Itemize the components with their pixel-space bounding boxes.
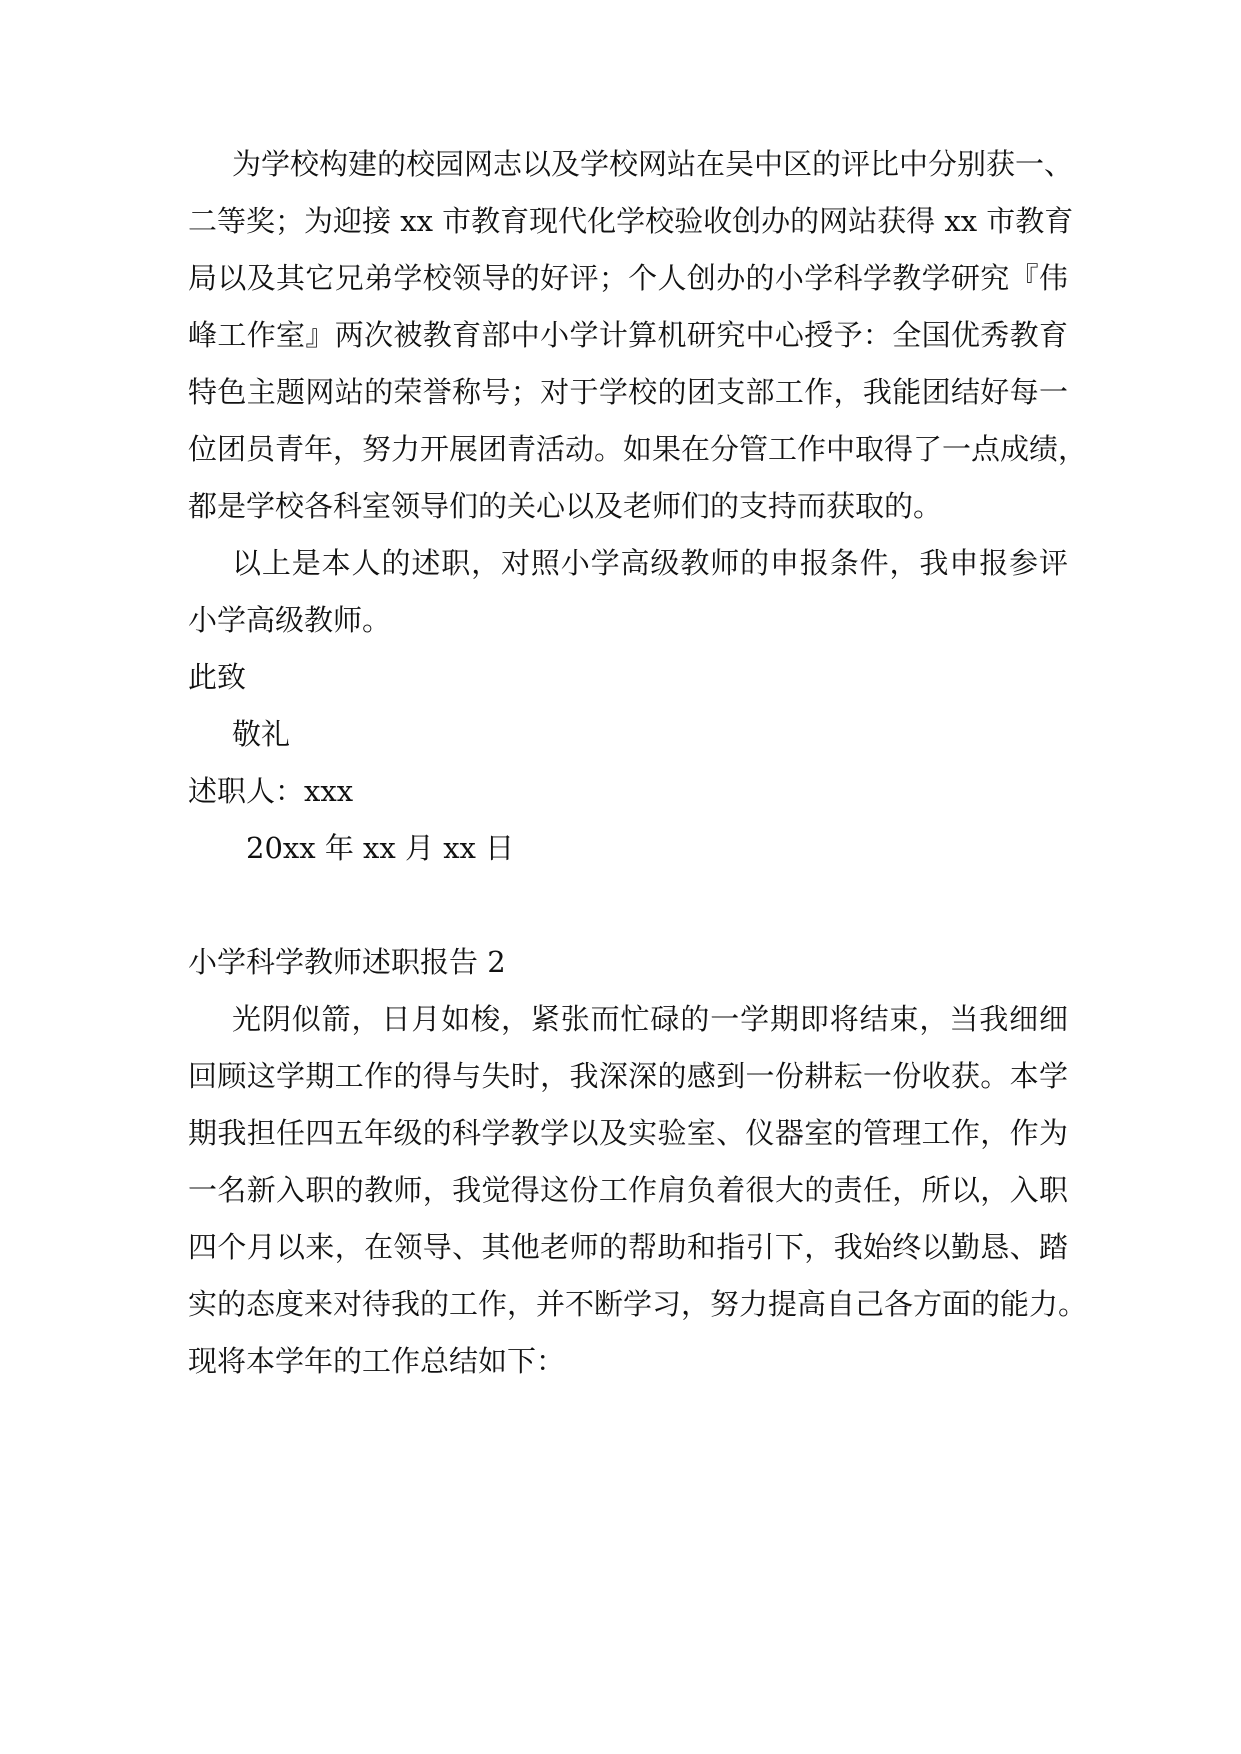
paragraph-line: 都是学校各科室领导们的关心以及老师们的支持而获取的。: [188, 489, 943, 523]
salutation: 此致: [188, 660, 247, 694]
paragraph-line: 回顾这学期工作的得与失时，我深深的感到一份耕耘一份收获。本学: [188, 1059, 1068, 1093]
paragraph-line: 期我担任四五年级的科学教学以及实验室、仪器室的管理工作，作为: [188, 1116, 1068, 1150]
signer: 述职人：xxx: [188, 774, 354, 808]
paragraph-line: 峰工作室』两次被教育部中小学计算机研究中心授予：全国优秀教育: [188, 318, 1068, 352]
paragraph-line: 现将本学年的工作总结如下：: [188, 1344, 566, 1378]
paragraph-line: 特色主题网站的荣誉称号；对于学校的团支部工作，我能团结好每一: [188, 375, 1068, 409]
date: 20xx 年 xx 月 xx 日: [246, 831, 515, 865]
paragraph-line: 二等奖；为迎接 xx 市教育现代化学校验收创办的网站获得 xx 市教育: [188, 204, 1074, 238]
paragraph-line: 四个月以来，在领导、其他老师的帮助和指引下，我始终以勤恳、踏: [188, 1230, 1068, 1264]
paragraph-line: 为学校构建的校园网志以及学校网站在吴中区的评比中分别获一、: [232, 147, 1074, 181]
paragraph-line: 局以及其它兄弟学校领导的好评；个人创办的小学科学教学研究『伟: [188, 261, 1068, 295]
regards: 敬礼: [232, 717, 291, 751]
section-title: 小学科学教师述职报告 2: [188, 945, 506, 979]
paragraph-line: 以上是本人的述职，对照小学高级教师的申报条件，我申报参评: [232, 546, 1068, 580]
paragraph-line: 一名新入职的教师，我觉得这份工作肩负着很大的责任，所以，入职: [188, 1173, 1068, 1207]
paragraph-line: 位团员青年，努力开展团青活动。如果在分管工作中取得了一点成绩，: [188, 432, 1088, 466]
paragraph-line: 光阴似箭，日月如梭，紧张而忙碌的一学期即将结束，当我细细: [232, 1002, 1068, 1036]
paragraph-line: 小学高级教师。: [188, 603, 392, 637]
paragraph-line: 实的态度来对待我的工作，并不断学习，努力提高自己各方面的能力。: [188, 1287, 1088, 1321]
